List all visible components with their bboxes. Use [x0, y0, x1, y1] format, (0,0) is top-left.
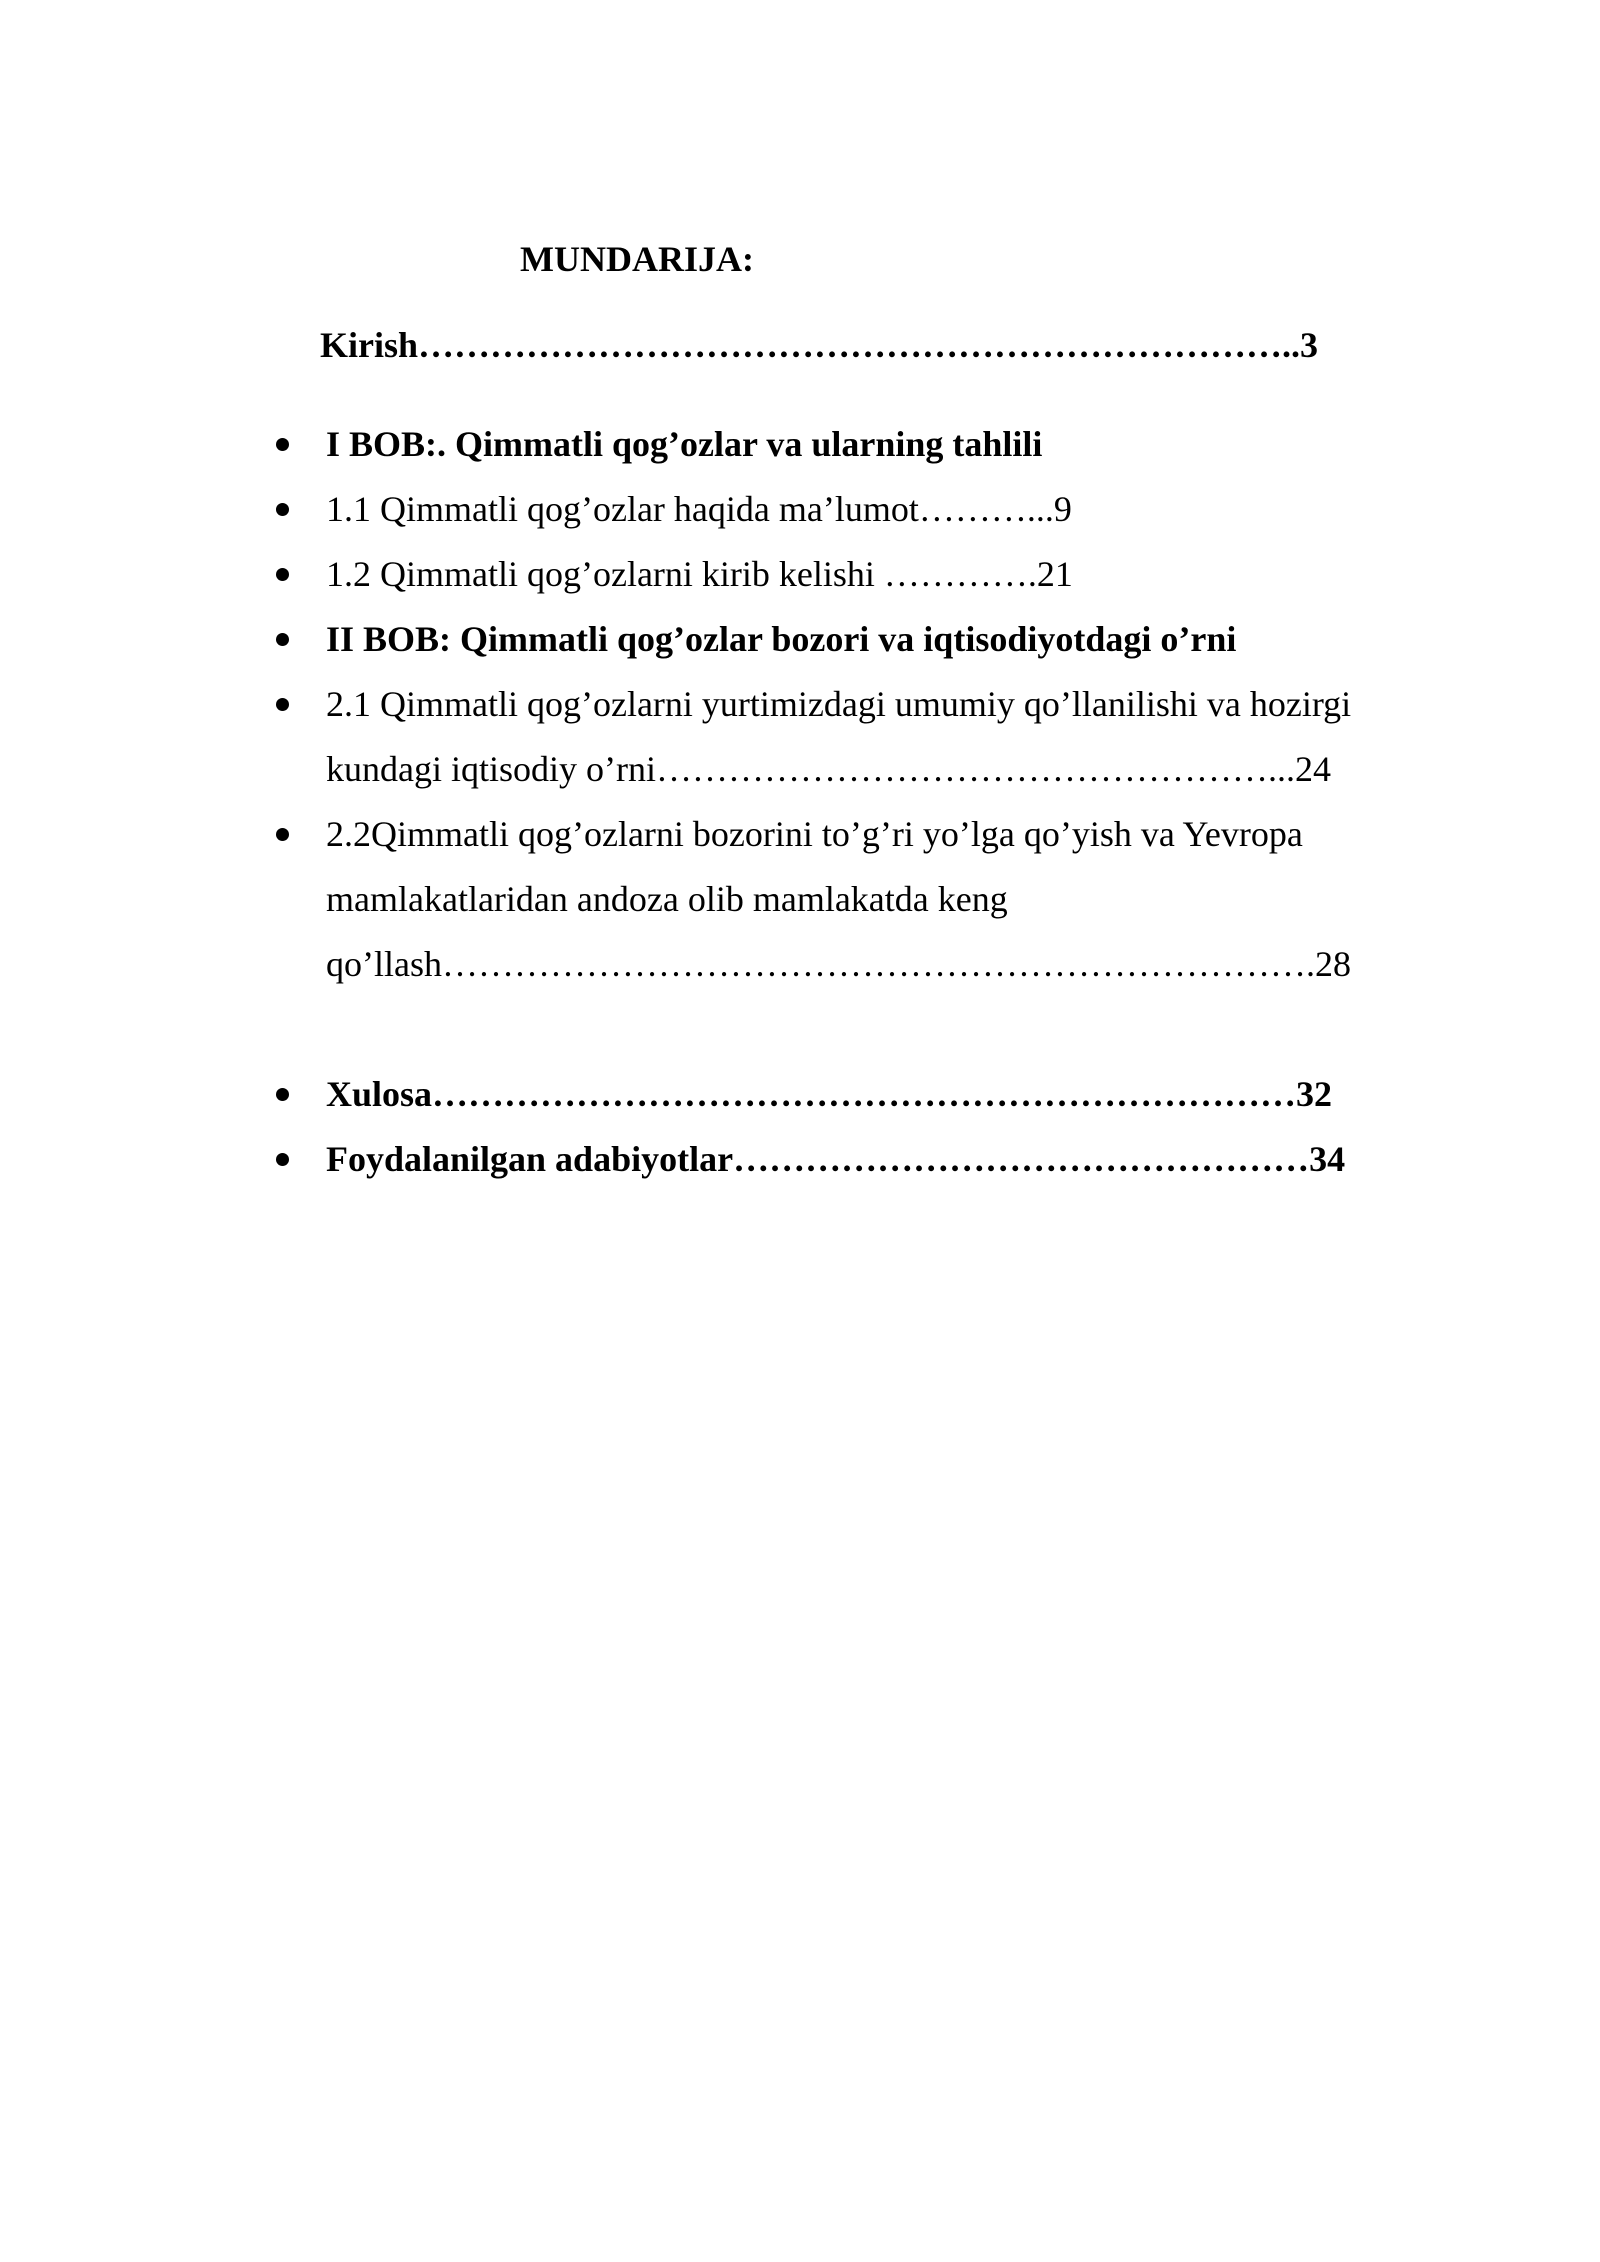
toc-entry-line: mamlakatlaridan andoza olib mamlakatda keng	[326, 879, 1008, 919]
toc-section-2-2	[0, 802, 1600, 997]
bullet-icon	[276, 1062, 290, 1127]
toc-entry-text: 1.1 Qimmatli qog’ozlar haqida ma’lumot………...9	[326, 489, 1072, 529]
toc-section-2-1	[0, 672, 1600, 802]
toc-entry-text: 1.2 Qimmatli qog’ozlarni kirib kelishi ………….21	[326, 554, 1073, 594]
toc-entry-line: qo’llash……………………………………………………………….28	[326, 944, 1351, 984]
toc-entry-text: Xulosa………………………………………………………………32	[326, 1074, 1333, 1114]
bullet-icon	[276, 672, 290, 737]
spacer	[0, 997, 1600, 1062]
bullet-icon	[276, 412, 290, 477]
toc-references	[0, 1127, 1600, 1192]
toc-entry-text: II BOB: Qimmatli qog’ozlar bozori va iqtisodiyotdagi o’rni	[326, 619, 1237, 659]
toc-entry-line: 2.2Qimmatli qog’ozlarni bozorini to’g’ri yo’lga qo’yish va Yevropa	[326, 814, 1303, 854]
toc-heading: MUNDARIJA:	[520, 239, 754, 279]
toc-entry-text: I BOB:. Qimmatli qog’ozlar va ularning tahlili	[326, 424, 1043, 464]
bullet-icon	[276, 607, 290, 672]
toc-chapter-2	[0, 607, 1600, 672]
toc-entry-line: 2.1 Qimmatli qog’ozlarni yurtimizdagi umumiy qo’llanilishi va hozirgi	[326, 684, 1352, 724]
toc-section-1-2	[0, 542, 1600, 607]
toc-conclusion	[0, 1062, 1600, 1127]
toc-intro-entry: Kirish………………………………………………………………..3	[320, 325, 1319, 365]
bullet-icon	[276, 542, 290, 607]
toc-chapter-1	[0, 412, 1600, 477]
toc-list	[0, 412, 1600, 1192]
bullet-icon	[276, 477, 290, 542]
bullet-icon	[276, 1127, 290, 1192]
bullet-icon	[276, 802, 290, 867]
toc-section-1-1	[0, 477, 1600, 542]
toc-entry-line: kundagi iqtisodiy o’rni……………………………………………...24	[326, 749, 1331, 789]
toc-entry-text: Foydalanilgan adabiyotlar…………………………………………34	[326, 1139, 1346, 1179]
